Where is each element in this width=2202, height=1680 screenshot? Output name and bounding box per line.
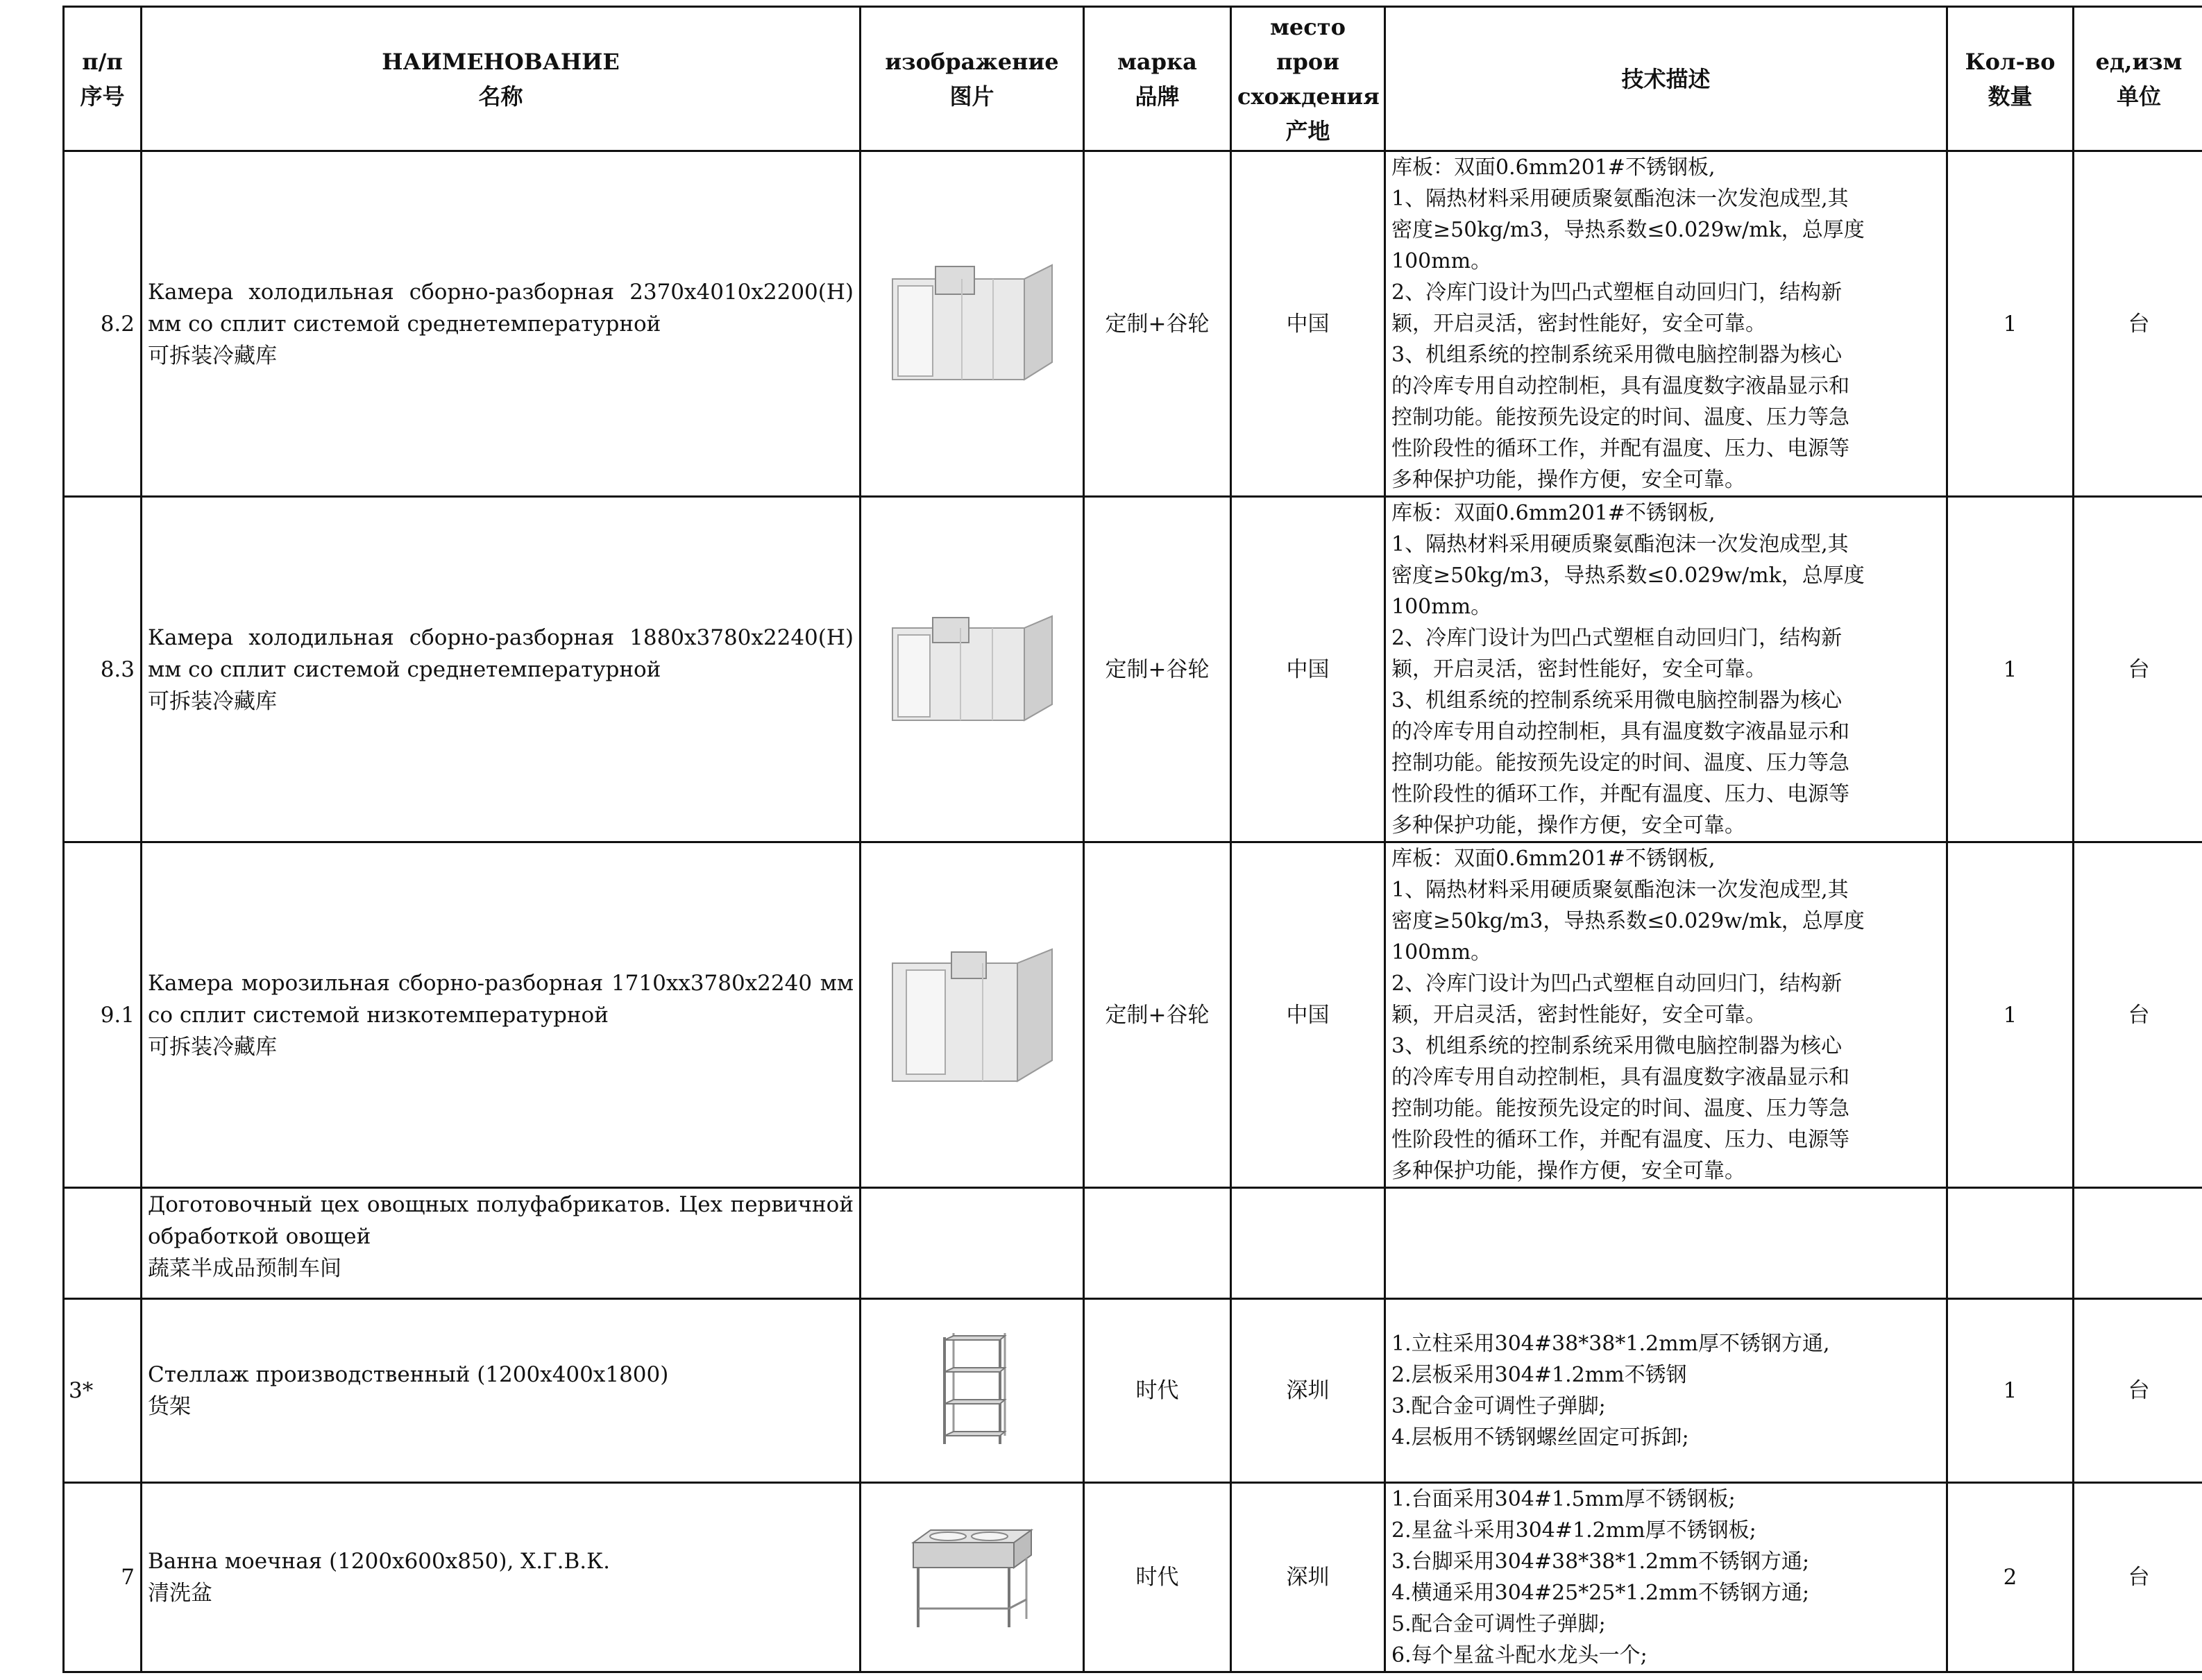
row-name: Ванна моечная (1200x600x850), Х.Г.В.К. 清洗盆 [142,1483,861,1672]
row-name: Стеллаж производственный (1200x400x1800) 货架 [142,1299,861,1483]
row-image [861,497,1084,842]
row-origin: 深圳 [1231,1483,1385,1672]
row-unit: 台 [2074,1299,2202,1483]
row-description: 库板：双面0.6mm201#不锈钢板, 1、隔热材料采用硬质聚氨酯泡沫一次发泡成型,其 密度≥50kg/m3，导热系数≤0.029w/mk，总厚度 100mm。 2、冷库门设计为凹凸式塑框自动回归门，结构新 颖，开启灵活，密封性能好，安全可靠。 3、机组系统的控制系统采用微电脑控制器为核心 的冷库专用自动控制柜，具有温度数字液晶显示和 控制功能。能按预先设定的时间、温度、压力等急 性阶段性的循环工作，并配有温度、压力、电源等 多种保护功能，操作方便，安全可靠。 [1385,842,1947,1188]
row-unit: 台 [2074,151,2202,497]
row-description: 1.台面采用304#1.5mm厚不锈钢板; 2.星盆斗采用304#1.2mm厚不锈钢板; 3.台脚采用304#38*38*1.2mm不锈钢方通; 4.横通采用304#25*25*1.2mm不锈钢方通; 5.配合金可调性子弹脚; 6.每个星盆斗配水龙头一个; [1385,1483,1947,1672]
row-qty: 1 [1947,151,2074,497]
header-image: изображение 图片 [861,7,1084,151]
row-name: Камера холодильная сборно-разборная 1880x3780x2240(Н) мм со сплит системой среднетемпературной 可拆装冷藏库 [142,497,861,842]
row-qty: 1 [1947,842,2074,1188]
row-brand: 定制+谷轮 [1084,497,1231,842]
row-number: 8.2 [64,151,142,497]
row-image [861,842,1084,1188]
row-number: 9.1 [64,842,142,1188]
row-description: 1.立柱采用304#38*38*1.2mm厚不锈钢方通, 2.层板采用304#1.2mm不锈钢 3.配合金可调性子弹脚; 4.层板用不锈钢螺丝固定可拆卸; [1385,1299,1947,1483]
header-num: п/п 序号 [64,7,142,151]
wash-sink-icon [910,1522,1035,1633]
header-desc: 技术描述 [1385,7,1947,151]
table-row [64,842,2202,1188]
header-origin: место прои схождения 产地 [1231,7,1385,151]
row-description: 库板：双面0.6mm201#不锈钢板, 1、隔热材料采用硬质聚氨酯泡沫一次发泡成型,其 密度≥50kg/m3，导热系数≤0.029w/mk，总厚度 100mm。 2、冷库门设计为凹凸式塑框自动回归门，结构新 颖，开启灵活，密封性能好，安全可靠。 3、机组系统的控制系统采用微电脑控制器为核心 的冷库专用自动控制柜，具有温度数字液晶显示和 控制功能。能按预先设定的时间、温度、压力等急 性阶段性的循环工作，并配有温度、压力、电源等 多种保护功能，操作方便，安全可靠。 [1385,497,1947,842]
row-brand: 定制+谷轮 [1084,151,1231,497]
row-unit: 台 [2074,497,2202,842]
table-row [64,1483,2202,1672]
cold-room-icon [886,258,1059,390]
row-origin: 中国 [1231,497,1385,842]
row-description: 库板：双面0.6mm201#不锈钢板, 1、隔热材料采用硬质聚氨酯泡沫一次发泡成型,其 密度≥50kg/m3，导热系数≤0.029w/mk，总厚度 100mm。 2、冷库门设计为凹凸式塑框自动回归门，结构新 颖，开启灵活，密封性能好，安全可靠。 3、机组系统的控制系统采用微电脑控制器为核心 的冷库专用自动控制柜，具有温度数字液晶显示和 控制功能。能按预先设定的时间、温度、压力等急 性阶段性的循环工作，并配有温度、压力、电源等 多种保护功能，操作方便，安全可靠。 [1385,151,1947,497]
row-unit: 台 [2074,842,2202,1188]
section-row [64,1188,2202,1299]
header-brand: марка 品牌 [1084,7,1231,151]
row-brand: 定制+谷轮 [1084,842,1231,1188]
row-qty: 1 [1947,497,2074,842]
row-number: 8.3 [64,497,142,842]
row-origin: 中国 [1231,151,1385,497]
header-row [64,7,2202,151]
header-name: НАИМЕНОВАНИЕ 名称 [142,7,861,151]
cold-room-icon [886,942,1059,1088]
row-qty: 2 [1947,1483,2074,1672]
equipment-spec-table [62,6,2202,1673]
row-brand: 时代 [1084,1483,1231,1672]
table-row [64,1299,2202,1483]
row-origin: 中国 [1231,842,1385,1188]
table-row [64,497,2202,842]
row-qty: 1 [1947,1299,2074,1483]
row-name: Камера морозильная сборно-разборная 1710xx3780x2240 мм со сплит системой низкотемпературной 可拆装冷藏库 [142,842,861,1188]
row-number: 3* [64,1299,142,1483]
table-row [64,151,2202,497]
row-origin: 深圳 [1231,1299,1385,1483]
row-image [861,1483,1084,1672]
row-image [861,151,1084,497]
cold-room-icon [886,611,1059,729]
row-image [861,1299,1084,1483]
row-name: Камера холодильная сборно-разборная 2370x4010x2200(Н) мм со сплит системой среднетемпературной 可拆装冷藏库 [142,151,861,497]
row-number: 7 [64,1483,142,1672]
row-brand: 时代 [1084,1299,1231,1483]
header-qty: Кол-во 数量 [1947,7,2074,151]
section-title: Доготовочный цех овощных полуфабрикатов. Цех первичной обработкой овощей 蔬菜半成品预制车间 [142,1188,861,1299]
header-unit: ед,изм 单位 [2074,7,2202,151]
shelving-rack-icon [934,1332,1010,1450]
row-unit: 台 [2074,1483,2202,1672]
